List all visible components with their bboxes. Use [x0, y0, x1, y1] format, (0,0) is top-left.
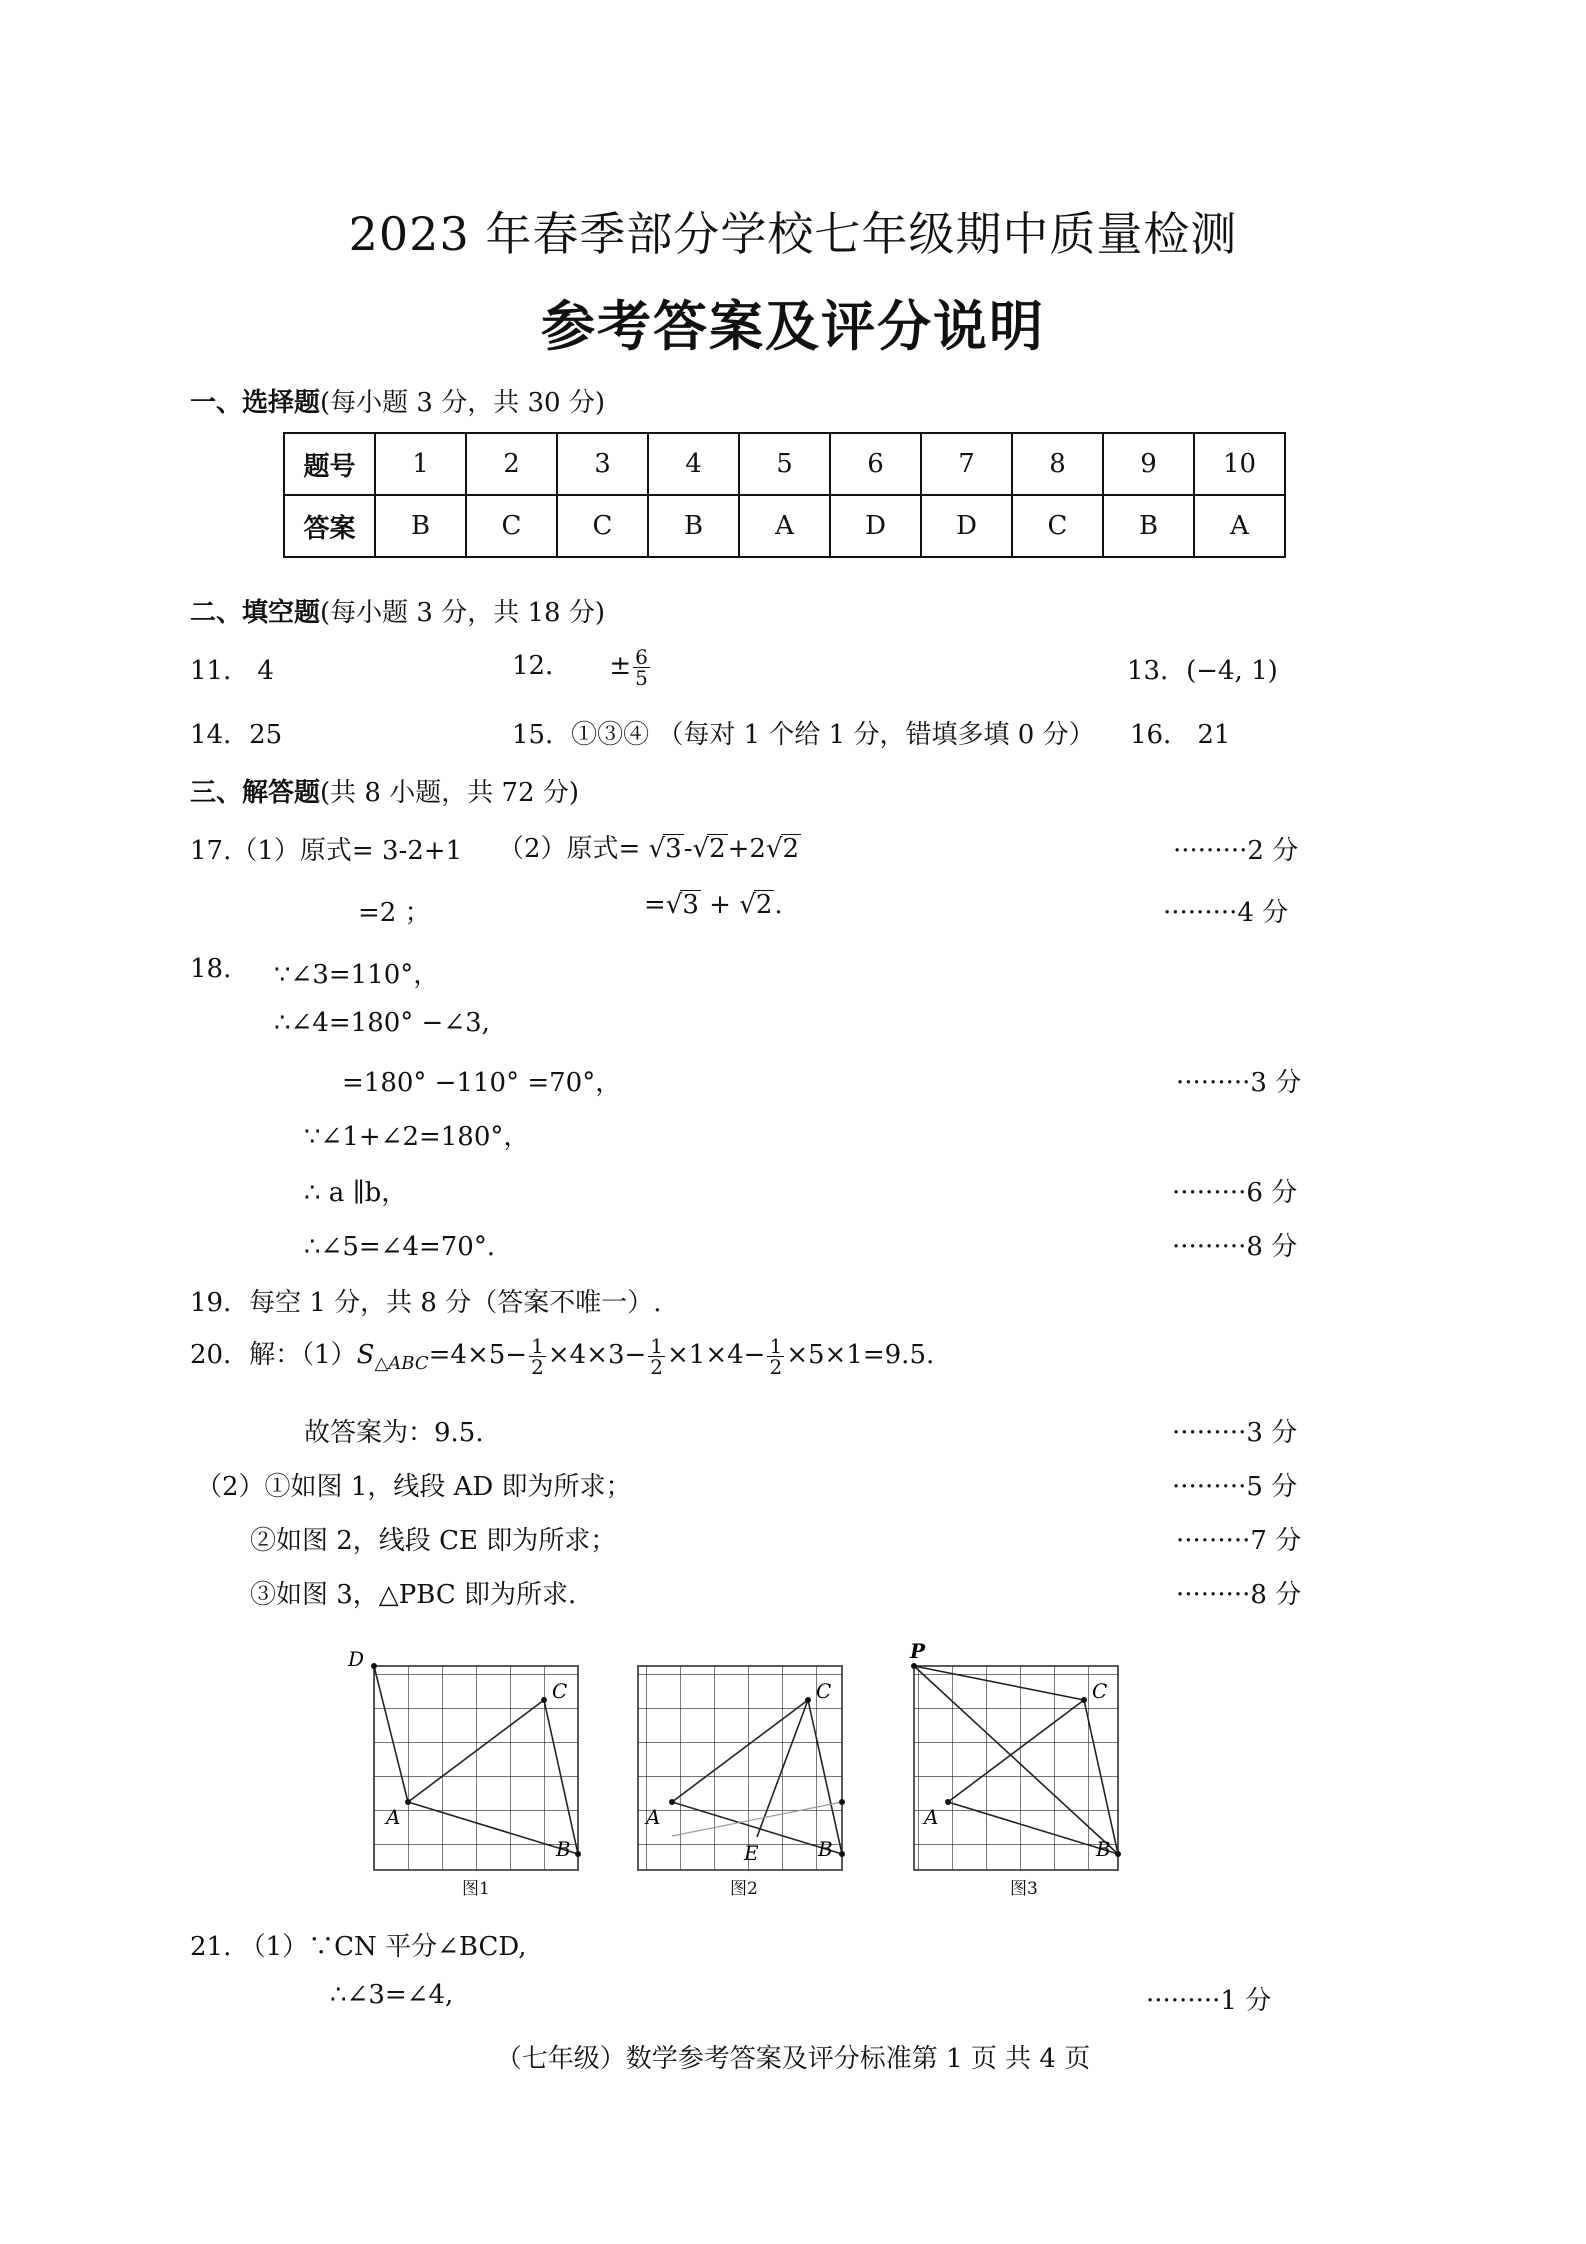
- label-B: B: [1096, 1837, 1111, 1861]
- frac-numerator: 1: [650, 1333, 664, 1358]
- q17-line-1a: 17.（1）原式= 3-2+1: [190, 836, 463, 866]
- frac-denominator: 2: [531, 1354, 544, 1379]
- score-label: ·········1 分: [1146, 1986, 1272, 2016]
- section-2-heading: [190, 592, 605, 629]
- q17-plus-2: +2: [727, 834, 766, 864]
- sqrt-3: 3: [665, 834, 682, 864]
- q18-line-1: ∵∠3=110°，: [274, 960, 440, 990]
- q17-line-2a: =2 ；: [358, 898, 431, 928]
- sqrt-3: 3: [682, 890, 699, 920]
- sqrt-2: 2: [782, 834, 800, 864]
- score-label: ·········7 分: [1176, 1526, 1302, 1556]
- q12-denominator: 5: [635, 665, 648, 690]
- answer-cell: C: [1012, 495, 1103, 557]
- q17-plus: +: [700, 890, 740, 920]
- q12-plus-minus: ±: [609, 651, 632, 681]
- table-header-label: 题号: [284, 433, 375, 495]
- figure-3: [909, 1640, 1121, 1870]
- q21-line-2: ∴∠3=∠4,: [330, 1980, 454, 2010]
- section-3-label: 三、解答题: [190, 778, 321, 808]
- answer-cell: B: [375, 495, 466, 557]
- label-A: A: [386, 1805, 401, 1829]
- label-P: P: [910, 1640, 926, 1663]
- score-label: ·········5 分: [1172, 1472, 1298, 1502]
- q20-term-3: ×5×1=9.5.: [786, 1340, 935, 1370]
- question-number: 6: [830, 433, 921, 495]
- table-row-answers: [284, 495, 1285, 557]
- section-2-label: 二、填空题: [190, 598, 321, 628]
- q20-eq-1: =4×5−: [428, 1340, 528, 1370]
- label-C: C: [816, 1679, 832, 1703]
- answer-q12: [512, 645, 652, 688]
- q18-line-5: ∴ a ∥b，: [304, 1178, 408, 1208]
- section-2-note: (每小题 3 分，共 18 分): [320, 598, 605, 628]
- figure-1: [347, 1647, 581, 1870]
- q21-line-1: 21. （1）∵CN 平分∠BCD,: [190, 1932, 527, 1962]
- q17-minus: -: [683, 834, 693, 864]
- q20-line-5: ③如图 3，△PBC 即为所求.: [250, 1580, 577, 1610]
- section-1-note: (每小题 3 分，共 30 分): [320, 388, 605, 418]
- frac-numerator: 1: [769, 1333, 783, 1358]
- q20-line-1: [190, 1334, 934, 1377]
- fraction-half: [648, 1333, 665, 1379]
- question-number: 1: [375, 433, 466, 495]
- answer-cell: B: [648, 495, 739, 557]
- q12-fraction: [633, 644, 650, 690]
- answer-cell: A: [739, 495, 830, 557]
- q17-line-1b: （2）原式= √3-√2+2√2: [498, 834, 800, 864]
- section-3-heading: [190, 772, 579, 809]
- q20-area-subscript: △ABC: [374, 1353, 429, 1375]
- question-number: 7: [921, 433, 1012, 495]
- q17-period: .: [774, 890, 783, 920]
- q19-line: 19．每空 1 分，共 8 分（答案不唯一）.: [190, 1288, 662, 1318]
- frac-numerator: 1: [531, 1333, 544, 1358]
- answer-q11: 11． 4: [190, 656, 274, 686]
- answer-cell: D: [830, 495, 921, 557]
- q18-number: 18.: [190, 954, 232, 984]
- q18-line-3: =180° −110° =70°，: [342, 1068, 622, 1098]
- q20-head: 20．解：（1）: [190, 1340, 357, 1370]
- choice-answer-table: [283, 432, 1286, 558]
- q20-line-3: （2）①如图 1，线段 AD 即为所求；: [196, 1472, 632, 1502]
- section-3-note: (共 8 小题，共 72 分): [320, 778, 579, 808]
- answer-q13: 13．(−4, 1): [1127, 656, 1278, 686]
- q17-eq: =: [644, 890, 666, 920]
- label-C: C: [552, 1679, 568, 1703]
- label-E: E: [744, 1841, 759, 1865]
- fraction-half: [529, 1333, 546, 1379]
- grid-figures: [340, 1640, 1240, 1900]
- answer-q15: 15．①③④ （每对 1 个给 1 分，错填多填 0 分）: [512, 720, 1095, 750]
- score-label: ·········2 分: [1173, 836, 1299, 866]
- page-title: 2023 年春季部分学校七年级期中质量检测: [348, 207, 1238, 261]
- answer-cell: A: [1194, 495, 1285, 557]
- question-number: 8: [1012, 433, 1103, 495]
- question-number: 10: [1194, 433, 1285, 495]
- sqrt-2: 2: [709, 834, 726, 864]
- question-number: 9: [1103, 433, 1194, 495]
- table-answer-label: 答案: [284, 495, 375, 557]
- q20-term-1: ×4×3−: [547, 1340, 647, 1370]
- frac-denominator: 2: [769, 1354, 783, 1379]
- label-C: C: [1092, 1679, 1108, 1703]
- answer-cell: B: [1103, 495, 1194, 557]
- q12-number: 12．: [512, 651, 572, 681]
- figure-3-caption: 图3: [1010, 1879, 1038, 1899]
- figure-2: [638, 1666, 845, 1870]
- figure-1-caption: 图1: [462, 1879, 490, 1899]
- q17-line-2b: =√3 + √2.: [644, 890, 783, 920]
- page-footer: （七年级）数学参考答案及评分标准第 1 页 共 4 页: [495, 2044, 1091, 2074]
- frac-denominator: 2: [650, 1354, 664, 1379]
- table-row-numbers: [284, 433, 1285, 495]
- q18-line-2: ∴∠4=180° −∠3,: [274, 1008, 490, 1038]
- figure-2-caption: 图2: [730, 1879, 758, 1899]
- q20-term-2: ×1×4−: [667, 1340, 766, 1370]
- label-D: D: [348, 1647, 365, 1671]
- score-label: ·········6 分: [1172, 1178, 1298, 1208]
- q20-line-4: ②如图 2，线段 CE 即为所求；: [250, 1526, 617, 1556]
- answer-cell: D: [921, 495, 1012, 557]
- score-label: ·········4 分: [1163, 898, 1289, 928]
- question-number: 5: [739, 433, 830, 495]
- q12-numerator: 6: [635, 644, 648, 669]
- score-label: ·········3 分: [1176, 1068, 1302, 1098]
- q20-area-symbol: S: [356, 1340, 375, 1370]
- score-label: ·········8 分: [1172, 1232, 1298, 1262]
- section-1-heading: [190, 382, 605, 419]
- q20-line-2: 故答案为：9.5.: [304, 1418, 484, 1448]
- section-1-label: 一、选择题: [190, 388, 321, 418]
- label-A: A: [646, 1805, 661, 1829]
- question-number: 4: [648, 433, 739, 495]
- question-number: 3: [557, 433, 648, 495]
- label-B: B: [556, 1837, 571, 1861]
- question-number: 2: [466, 433, 557, 495]
- answer-q16: 16． 21: [1130, 720, 1231, 750]
- label-B: B: [818, 1837, 833, 1861]
- score-label: ·········3 分: [1172, 1418, 1298, 1448]
- label-A: A: [924, 1805, 939, 1829]
- fraction-half: [767, 1333, 784, 1379]
- q17-expr-label: （2）原式=: [498, 834, 641, 864]
- q18-line-4: ∵∠1+∠2=180°，: [304, 1122, 530, 1152]
- sqrt-2: 2: [755, 890, 773, 920]
- answer-q14: 14．25: [190, 720, 283, 750]
- score-label: ·········8 分: [1176, 1580, 1302, 1610]
- page-subtitle: 参考答案及评分说明: [541, 294, 1045, 358]
- answer-cell: C: [557, 495, 648, 557]
- answer-cell: C: [466, 495, 557, 557]
- q18-line-6: ∴∠5=∠4=70°．: [304, 1232, 513, 1262]
